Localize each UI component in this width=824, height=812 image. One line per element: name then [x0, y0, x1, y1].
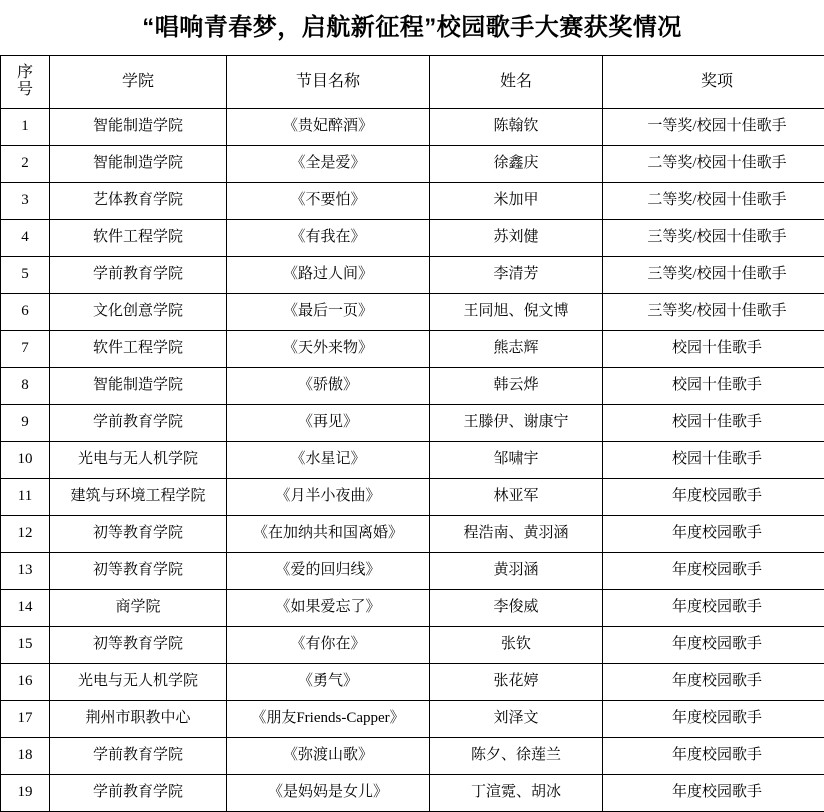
cell-index: 6	[1, 293, 50, 330]
cell-award: 二等奖/校园十佳歌手	[603, 145, 824, 182]
cell-program: 《水星记》	[227, 441, 430, 478]
cell-program: 《在加纳共和国离婚》	[227, 515, 430, 552]
cell-college: 光电与无人机学院	[50, 441, 227, 478]
cell-award: 校园十佳歌手	[603, 441, 824, 478]
cell-college: 初等教育学院	[50, 626, 227, 663]
table-row	[1, 219, 824, 256]
cell-index: 1	[1, 108, 50, 145]
table-row	[1, 145, 824, 182]
table-row	[1, 441, 824, 478]
table-row	[1, 293, 824, 330]
column-header-college: 学院	[50, 55, 227, 108]
column-header-award: 奖项	[603, 55, 824, 108]
table-row	[1, 700, 824, 737]
table-body	[1, 108, 824, 811]
cell-name: 林亚军	[430, 478, 603, 515]
cell-award: 三等奖/校园十佳歌手	[603, 256, 824, 293]
cell-program: 《再见》	[227, 404, 430, 441]
cell-program: 《有我在》	[227, 219, 430, 256]
cell-program: 《月半小夜曲》	[227, 478, 430, 515]
table-row	[1, 330, 824, 367]
cell-college: 光电与无人机学院	[50, 663, 227, 700]
cell-college: 学前教育学院	[50, 774, 227, 811]
cell-index: 9	[1, 404, 50, 441]
cell-index: 10	[1, 441, 50, 478]
cell-index: 12	[1, 515, 50, 552]
cell-college: 艺体教育学院	[50, 182, 227, 219]
cell-index: 8	[1, 367, 50, 404]
cell-name: 米加甲	[430, 182, 603, 219]
cell-award: 年度校园歌手	[603, 737, 824, 774]
table-row	[1, 626, 824, 663]
table-row	[1, 478, 824, 515]
cell-name: 张钦	[430, 626, 603, 663]
cell-name: 邹啸宇	[430, 441, 603, 478]
table-row	[1, 515, 824, 552]
cell-college: 软件工程学院	[50, 219, 227, 256]
column-header-name: 姓名	[430, 55, 603, 108]
column-header-program: 节目名称	[227, 55, 430, 108]
table-row	[1, 589, 824, 626]
cell-college: 智能制造学院	[50, 108, 227, 145]
cell-index: 14	[1, 589, 50, 626]
cell-award: 年度校园歌手	[603, 552, 824, 589]
cell-index: 15	[1, 626, 50, 663]
page-title: “唱响青春梦，启航新征程”校园歌手大赛获奖情况	[0, 14, 824, 43]
cell-index: 16	[1, 663, 50, 700]
cell-program: 《如果爱忘了》	[227, 589, 430, 626]
cell-award: 校园十佳歌手	[603, 330, 824, 367]
cell-program: 《骄傲》	[227, 367, 430, 404]
cell-program: 《有你在》	[227, 626, 430, 663]
cell-award: 年度校园歌手	[603, 774, 824, 811]
column-header-index-line2: 号	[3, 82, 47, 99]
table-row	[1, 108, 824, 145]
cell-college: 学前教育学院	[50, 256, 227, 293]
cell-name: 李俊威	[430, 589, 603, 626]
cell-program: 《天外来物》	[227, 330, 430, 367]
cell-college: 学前教育学院	[50, 737, 227, 774]
cell-award: 年度校园歌手	[603, 663, 824, 700]
cell-index: 13	[1, 552, 50, 589]
table-row	[1, 737, 824, 774]
cell-program: 《是妈妈是女儿》	[227, 774, 430, 811]
cell-name: 刘泽文	[430, 700, 603, 737]
cell-college: 商学院	[50, 589, 227, 626]
cell-college: 文化创意学院	[50, 293, 227, 330]
cell-index: 19	[1, 774, 50, 811]
table-header	[1, 55, 824, 108]
cell-program: 《贵妃醉酒》	[227, 108, 430, 145]
cell-index: 17	[1, 700, 50, 737]
cell-index: 18	[1, 737, 50, 774]
cell-award: 年度校园歌手	[603, 515, 824, 552]
table-row	[1, 367, 824, 404]
cell-program: 《爱的回归线》	[227, 552, 430, 589]
cell-award: 三等奖/校园十佳歌手	[603, 219, 824, 256]
cell-college: 智能制造学院	[50, 145, 227, 182]
cell-index: 3	[1, 182, 50, 219]
cell-program: 《全是爱》	[227, 145, 430, 182]
cell-program: 《朋友Friends-Capper》	[227, 700, 430, 737]
cell-program: 《勇气》	[227, 663, 430, 700]
cell-college: 建筑与环境工程学院	[50, 478, 227, 515]
cell-name: 张花婷	[430, 663, 603, 700]
cell-program: 《路过人间》	[227, 256, 430, 293]
cell-name: 徐鑫庆	[430, 145, 603, 182]
cell-program: 《弥渡山歌》	[227, 737, 430, 774]
cell-name: 陈翰钦	[430, 108, 603, 145]
cell-name: 丁渲霓、胡冰	[430, 774, 603, 811]
table-row	[1, 256, 824, 293]
table-header-row	[1, 55, 824, 108]
cell-college: 初等教育学院	[50, 552, 227, 589]
cell-award: 三等奖/校园十佳歌手	[603, 293, 824, 330]
cell-college: 学前教育学院	[50, 404, 227, 441]
cell-name: 苏刘健	[430, 219, 603, 256]
cell-name: 熊志辉	[430, 330, 603, 367]
table-row	[1, 182, 824, 219]
cell-college: 荆州市职教中心	[50, 700, 227, 737]
cell-name: 王同旭、倪文博	[430, 293, 603, 330]
column-header-index	[1, 55, 50, 108]
cell-program: 《不要怕》	[227, 182, 430, 219]
cell-award: 一等奖/校园十佳歌手	[603, 108, 824, 145]
cell-name: 陈夕、徐莲兰	[430, 737, 603, 774]
cell-college: 软件工程学院	[50, 330, 227, 367]
column-header-index-line1: 序	[3, 65, 47, 82]
cell-program: 《最后一页》	[227, 293, 430, 330]
cell-index: 4	[1, 219, 50, 256]
table-row	[1, 663, 824, 700]
cell-award: 年度校园歌手	[603, 626, 824, 663]
cell-index: 7	[1, 330, 50, 367]
cell-name: 王滕伊、谢康宁	[430, 404, 603, 441]
cell-award: 二等奖/校园十佳歌手	[603, 182, 824, 219]
table-row	[1, 552, 824, 589]
award-table	[0, 55, 824, 812]
cell-award: 年度校园歌手	[603, 589, 824, 626]
cell-award: 年度校园歌手	[603, 700, 824, 737]
cell-index: 2	[1, 145, 50, 182]
cell-index: 11	[1, 478, 50, 515]
cell-name: 韩云烨	[430, 367, 603, 404]
document-page	[0, 14, 824, 812]
cell-college: 初等教育学院	[50, 515, 227, 552]
cell-award: 校园十佳歌手	[603, 404, 824, 441]
cell-award: 年度校园歌手	[603, 478, 824, 515]
table-row	[1, 404, 824, 441]
cell-name: 黄羽涵	[430, 552, 603, 589]
cell-index: 5	[1, 256, 50, 293]
cell-name: 程浩南、黄羽涵	[430, 515, 603, 552]
cell-name: 李清芳	[430, 256, 603, 293]
cell-award: 校园十佳歌手	[603, 367, 824, 404]
cell-college: 智能制造学院	[50, 367, 227, 404]
